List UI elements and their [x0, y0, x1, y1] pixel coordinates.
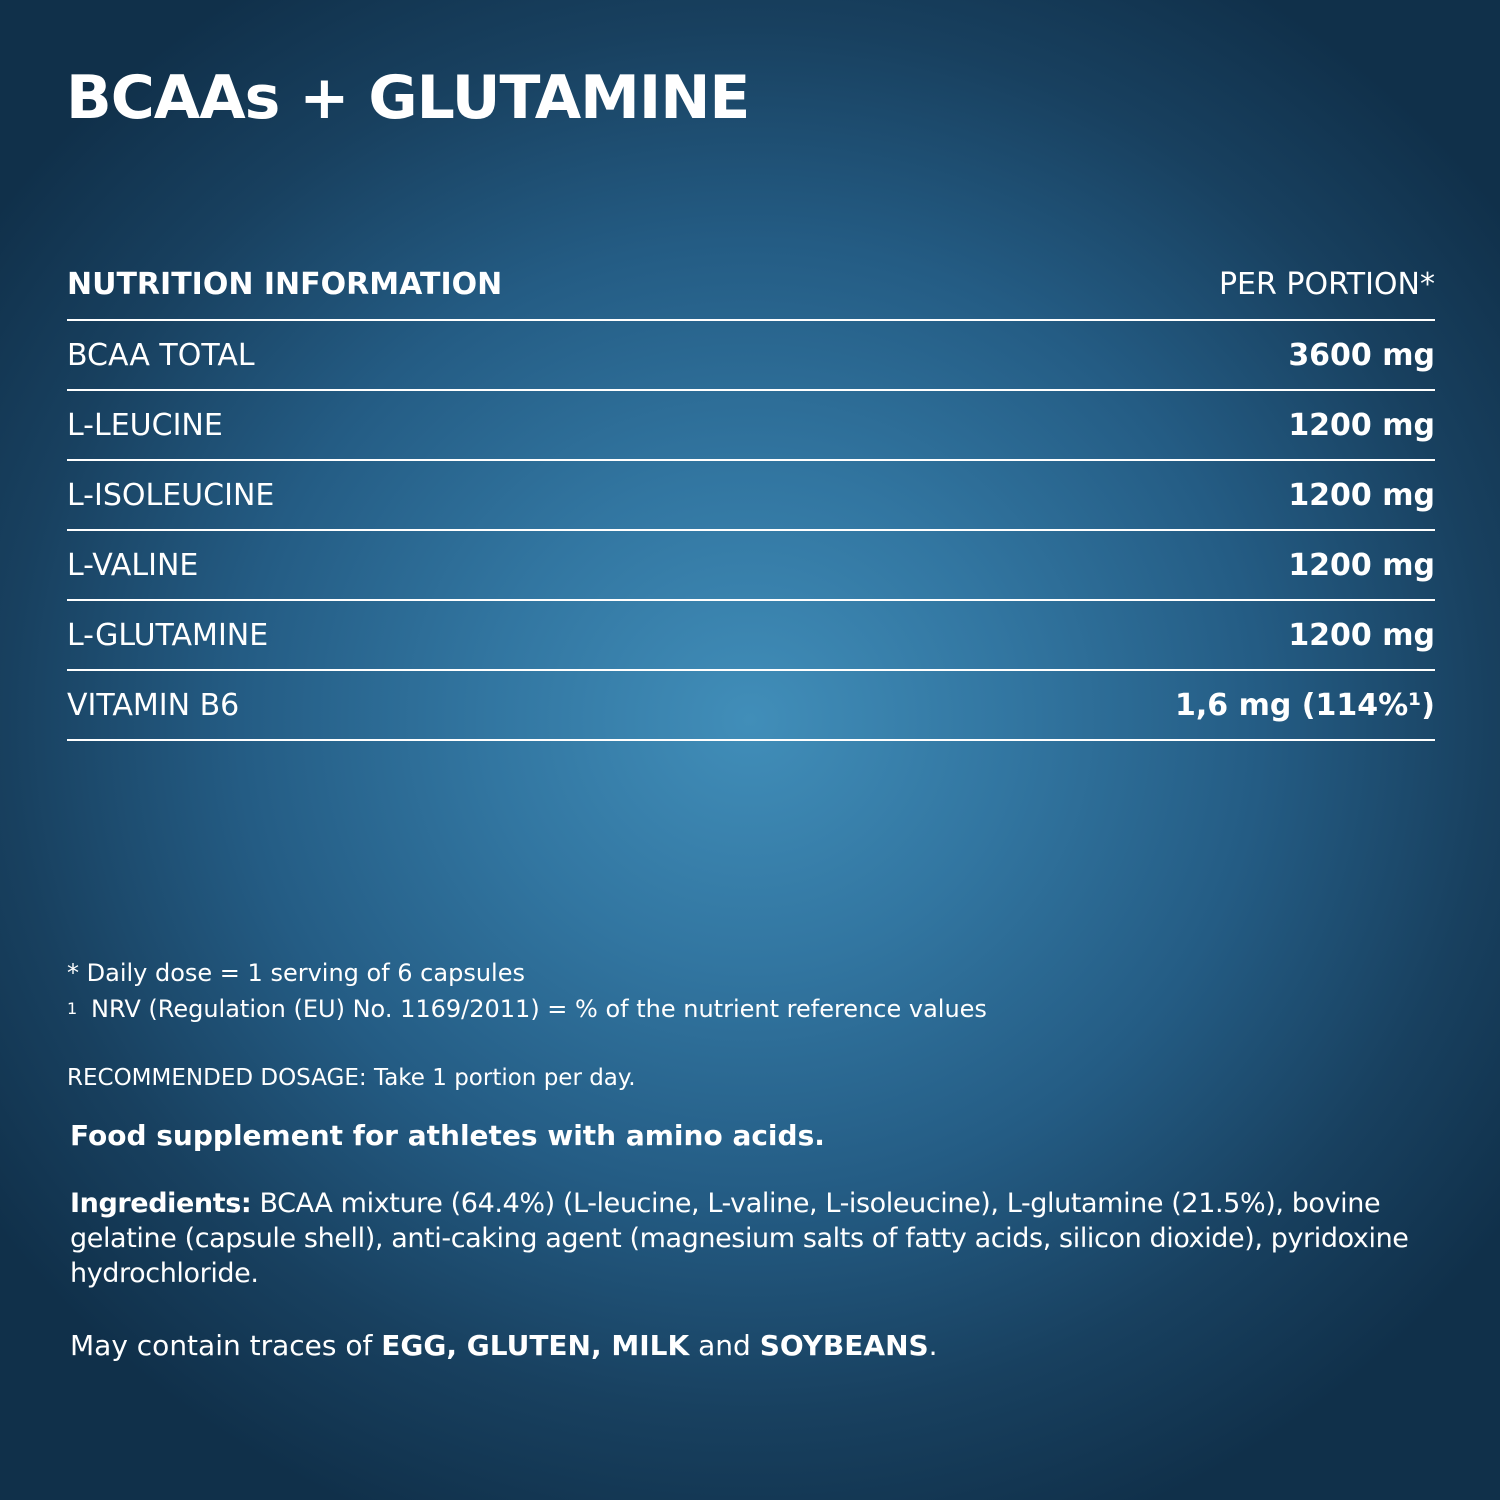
nutrition-table	[67, 250, 1435, 741]
ingredients-text: BCAA mixture (64.4%) (L-leucine, L-valine, L-isoleucine), L-glutamine (21.5%), bovine gelatine (capsule shell), anti-caking agent (magnesium salts of fatty acids, silicon dioxide), pyridoxine hydrochloride.	[70, 1188, 1409, 1289]
allergen-statement	[70, 1326, 938, 1366]
table-row	[67, 461, 1435, 531]
nutrient-value: 3600 mg	[1288, 337, 1435, 373]
recommended-dosage: RECOMMENDED DOSAGE: Take 1 portion per day.	[67, 1065, 636, 1091]
table-row	[67, 321, 1435, 391]
ingredients-label: Ingredients:	[70, 1188, 252, 1219]
nrv-footnote	[67, 991, 987, 1027]
allergen-end: .	[928, 1329, 938, 1362]
header-nutrition-information: NUTRITION INFORMATION	[67, 267, 503, 302]
nutrient-value: 1,6 mg (114%¹)	[1174, 687, 1435, 723]
footnotes	[67, 955, 987, 1027]
table-row	[67, 671, 1435, 741]
nutrition-table-header	[67, 250, 1435, 321]
table-row	[67, 391, 1435, 461]
nutrient-value: 1200 mg	[1288, 477, 1435, 513]
daily-dose-footnote: * Daily dose = 1 serving of 6 capsules	[67, 959, 525, 987]
nutrient-value: 1200 mg	[1288, 407, 1435, 443]
allergen-intro: May contain traces of	[70, 1329, 382, 1362]
nutrient-name: L-VALINE	[67, 547, 199, 583]
allergen-egg: EGG,	[381, 1329, 467, 1362]
table-row	[67, 601, 1435, 671]
allergen-gluten: GLUTEN,	[466, 1329, 612, 1362]
header-per-portion: PER PORTION*	[1218, 267, 1435, 302]
page-title: BCAAs + GLUTAMINE	[66, 63, 750, 133]
table-row	[67, 531, 1435, 601]
nutrient-name: BCAA TOTAL	[67, 337, 255, 373]
nutrient-name: L-LEUCINE	[67, 407, 223, 443]
nutrient-value: 1200 mg	[1288, 547, 1435, 583]
allergen-milk: MILK	[611, 1329, 690, 1362]
supplement-statement: Food supplement for athletes with amino acids.	[70, 1119, 825, 1152]
ingredients-paragraph	[70, 1186, 1440, 1291]
allergen-soybeans: SOYBEANS	[759, 1329, 929, 1362]
nutrient-name: VITAMIN B6	[67, 687, 240, 723]
nutrient-value: 1200 mg	[1288, 617, 1435, 653]
nutrient-name: L-GLUTAMINE	[67, 617, 269, 653]
allergen-and: and	[689, 1329, 760, 1362]
footnote-marker: 1	[67, 999, 78, 1018]
nrv-footnote-text: NRV (Regulation (EU) No. 1169/2011) = % of the nutrient reference values	[91, 995, 987, 1023]
nutrient-name: L-ISOLEUCINE	[67, 477, 275, 513]
